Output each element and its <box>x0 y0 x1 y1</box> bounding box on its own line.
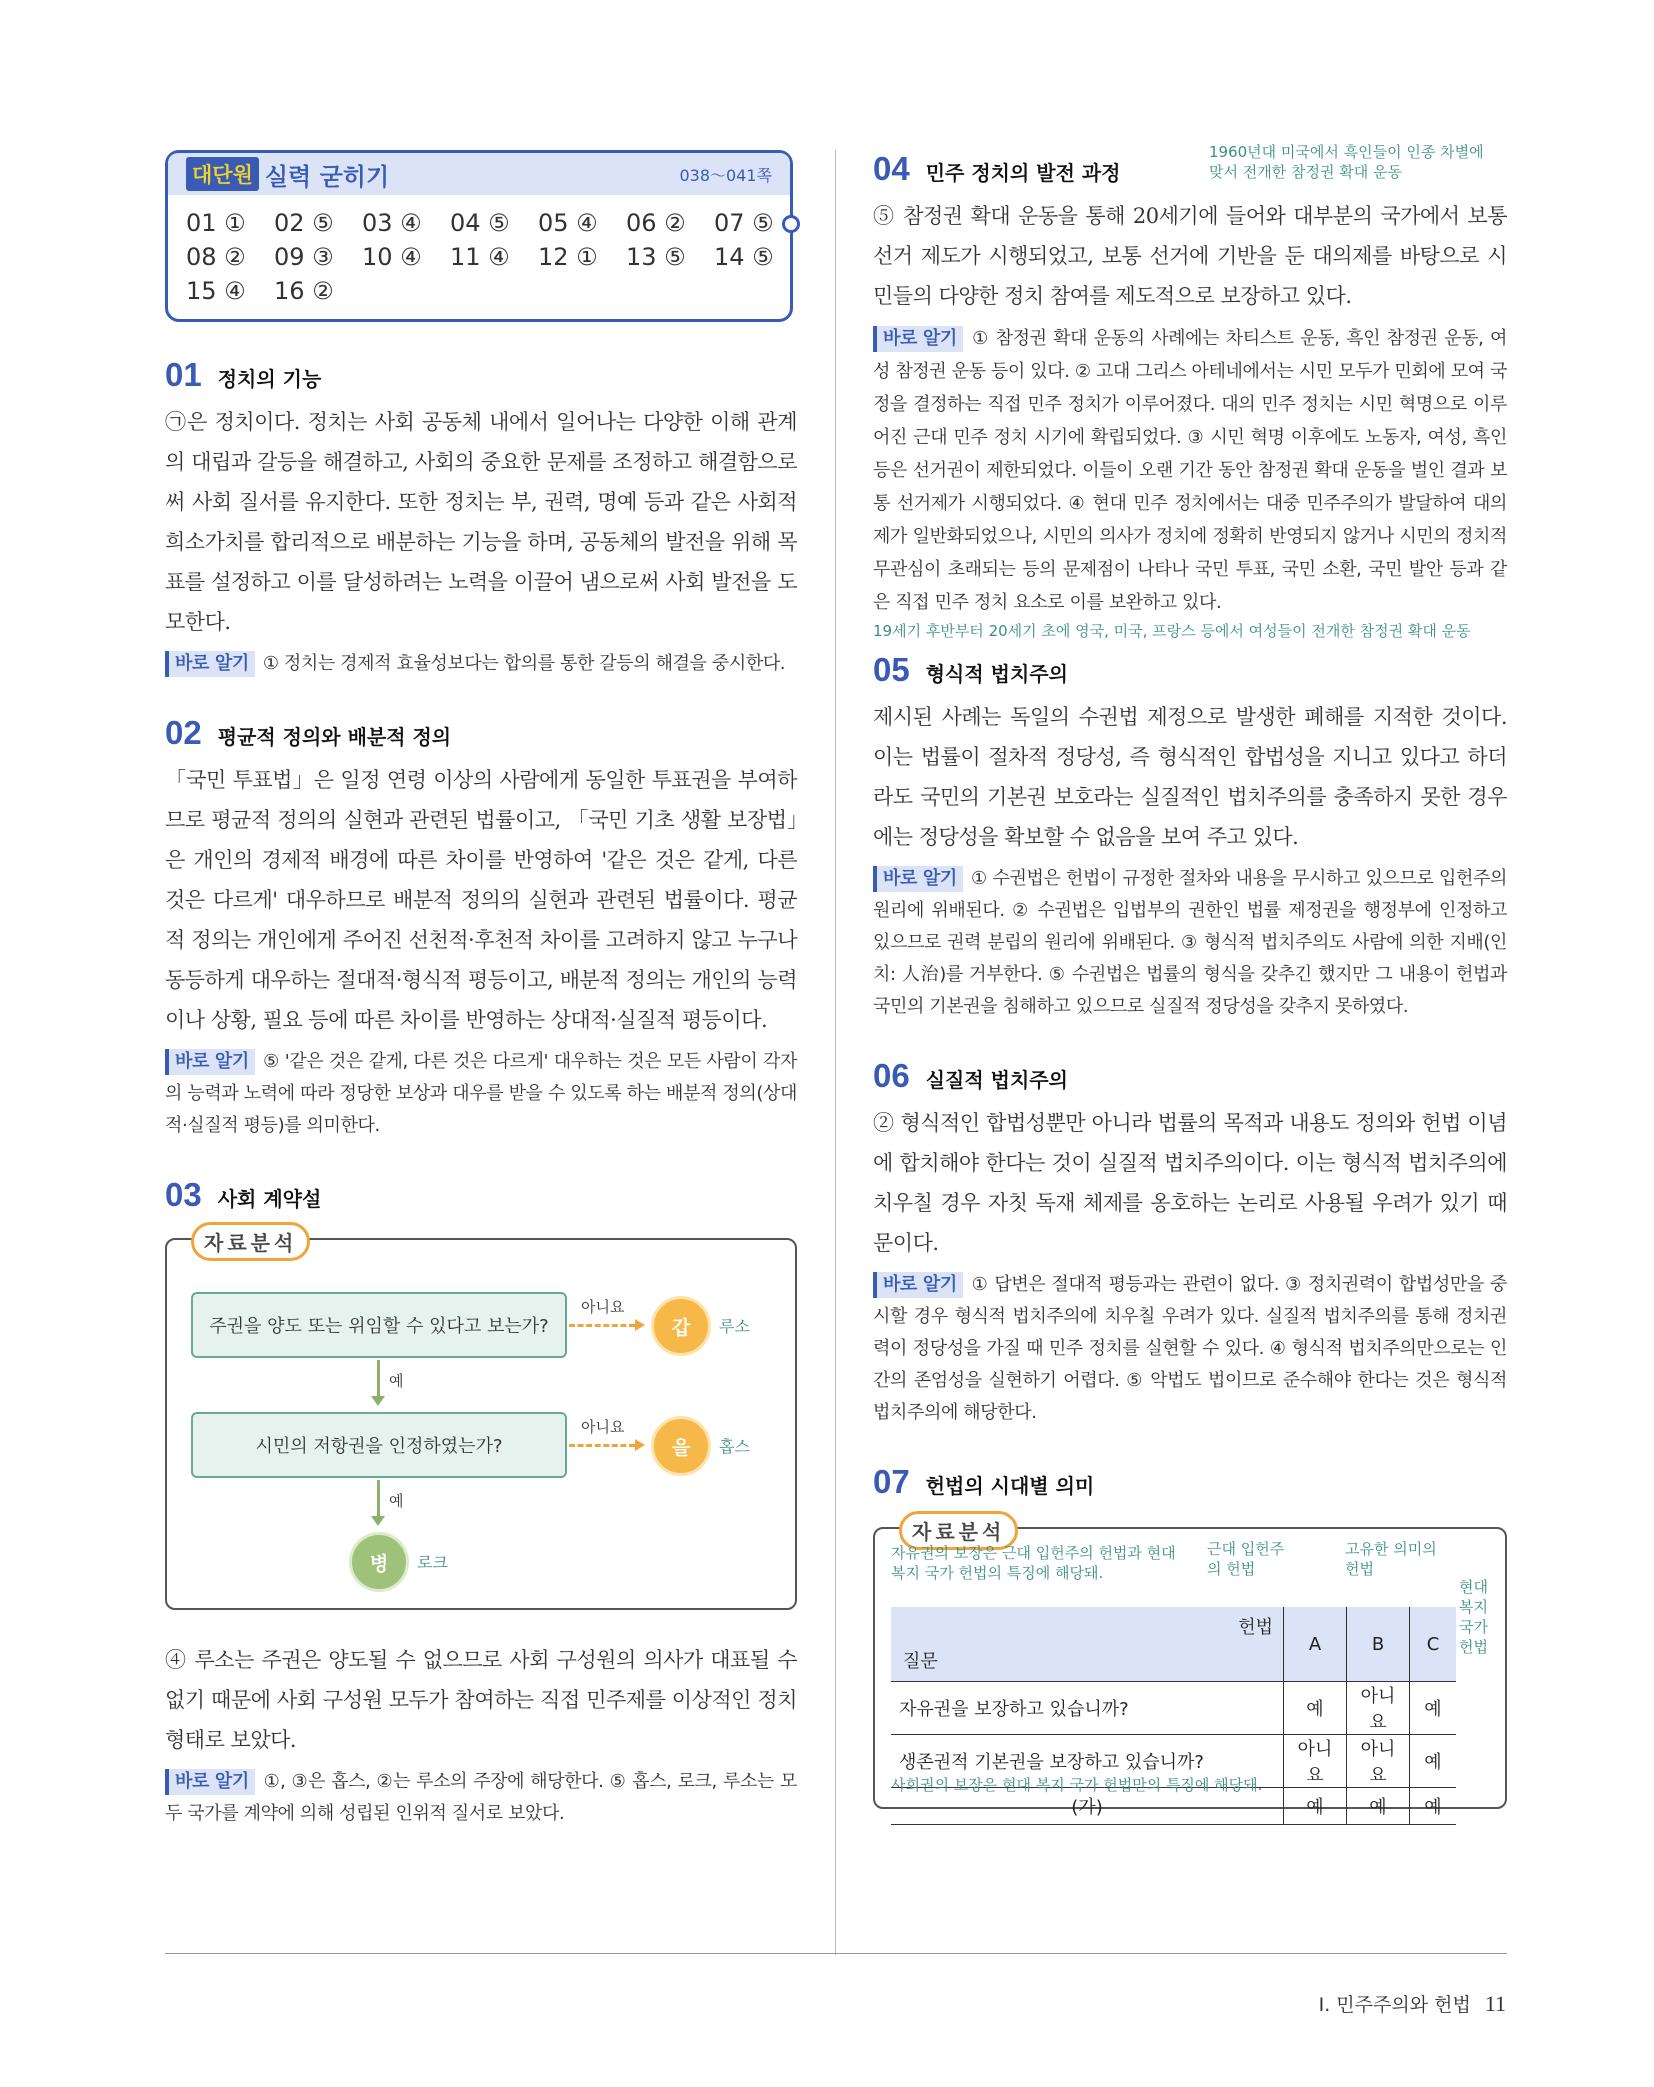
correction-text: ① 수권법은 헌법이 규정한 절차와 내용을 무시하고 있으므로 입헌주의 원리에 위배된다. ② 수권법은 입법부의 권한인 법률 제정권을 행정부에 인정하고 있으므로 권력 분립의 원리에 위배된다. ③ 형식적 법치주의도 사람에 의한 지배(인치: 人治)를 거부한다. ⑤ 수권법은 법률의 형식을 갖추긴 했지만 그 내용이 헌법과 국민의 기본권을 침해하고 있으므로 실질적 정당성을 갖추지 못하였다. <box>873 868 1507 1017</box>
annotation-col-c: 현대 복지 국가 헌법 <box>1459 1578 1488 1656</box>
table-cell: 예 <box>1284 1788 1347 1825</box>
answer-item: 03 ④ <box>362 209 422 237</box>
table-cell: 예 <box>1410 1735 1457 1788</box>
annotation-social-rights: 사회권의 보장은 현대 복지 국가 헌법만의 특징에 해당돼. <box>891 1776 1263 1794</box>
section-06 <box>873 1057 1507 1429</box>
no-label: 아니요 <box>581 1298 625 1316</box>
answer-item: 07 ⑤ <box>714 209 774 237</box>
circle-byeong: 병 <box>349 1532 409 1592</box>
table-cell-question: 자유권을 보장하고 있습니까? <box>891 1682 1284 1735</box>
answer-item: 09 ③ <box>274 243 334 271</box>
table-cell-question: 생존권적 기본권을 보장하고 있습니까? <box>891 1735 1284 1788</box>
correction-note <box>165 1046 797 1142</box>
section-title: 형식적 법치주의 <box>925 662 1068 686</box>
summary-label-unit: 대단원 <box>186 157 259 191</box>
down-arrow-icon <box>377 1480 380 1516</box>
section-number: 06 <box>873 1057 910 1094</box>
section-05 <box>873 651 1507 1023</box>
section-body: ② 형식적인 합법성뿐만 아니라 법률의 목적과 내용도 정의와 헌법 이념에 합치해야 한다는 것이 실질적 법치주의이다. 이는 형식적 법치주의에 치우칠 경우 자칫 독재 체제를 옹호하는 논리로 사용될 우려가 있기 때문이다. <box>873 1111 1507 1255</box>
page-footer <box>1319 1990 1506 2017</box>
correction-text: ① 답변은 절대적 평등과는 관련이 없다. ③ 정치권력이 합법성만을 중시할 경우 형식적 법치주의에 치우칠 우려가 있다. 실질적 법치주의를 통해 정치권력이 정당성을 가질 때 민주 정치를 실현할 수 있다. ④ 형식적 법치주의만으로는 인간의 존엄성을 실현하기 어렵다. ⑤ 악법도 법이므로 준수해야 한다는 것은 형식적 법치주의에 해당한다. <box>873 1274 1507 1423</box>
section-body: ㉠은 정치이다. 정치는 사회 공동체 내에서 일어나는 다양한 이해 관계의 대립과 갈등을 해결하고, 사회의 중요한 문제를 조정하고 해결함으로써 사회 질서를 유지한다. 또한 정치는 부, 권력, 명예 등과 같은 사회적 희소가치를 합리적으로 배분하는 기능을 하며, 공동체의 발전을 위해 목표를 설정하고 이를 달성하려는 노력을 이끌어 냄으로써 사회 발전을 도모한다. <box>165 410 797 634</box>
table-cell: 예 <box>1347 1788 1410 1825</box>
answer-item: 15 ④ <box>186 277 246 305</box>
table-cell: 아니요 <box>1284 1735 1347 1788</box>
answer-item: 01 ① <box>186 209 246 237</box>
answer-name: 로크 <box>417 1553 448 1572</box>
column-divider <box>835 150 836 1955</box>
dashed-arrow-icon <box>569 1444 635 1447</box>
answer-item: 05 ④ <box>538 209 598 237</box>
section-body: ④ 루소는 주권은 양도될 수 없으므로 사회 구성원의 의사가 대표될 수 없기 때문에 사회 구성원 모두가 참여하는 직접 민주제를 이상적인 정치 형태로 보았다. <box>165 1648 797 1752</box>
section-07 <box>873 1463 1507 1818</box>
section-03 <box>165 1176 797 1830</box>
annotation-liberty: 자유권의 보장은 근대 입헌주의 헌법과 현대 복지 국가 헌법의 특징에 해당돼. <box>891 1544 1176 1582</box>
constitution-table-box <box>873 1520 1507 1818</box>
section-title: 헌법의 시대별 의미 <box>925 1474 1095 1498</box>
correction-badge: 바로 알기 <box>165 651 255 677</box>
correction-note <box>165 648 797 680</box>
question-box-2: 시민의 저항권을 인정하였는가? <box>191 1412 567 1478</box>
table-cell: 예 <box>1410 1682 1457 1735</box>
section-title: 실질적 법치주의 <box>925 1068 1068 1092</box>
correction-badge: 바로 알기 <box>165 1769 255 1795</box>
table-row <box>891 1682 1456 1735</box>
page-number: 11 <box>1484 1991 1506 2016</box>
summary-header <box>168 153 790 195</box>
answer-item: 11 ④ <box>450 243 510 271</box>
correction-badge: 바로 알기 <box>873 866 963 892</box>
section-title: 평균적 정의와 배분적 정의 <box>217 725 452 749</box>
flow-diagram <box>165 1231 797 1610</box>
correction-text: ① 정치는 경제적 효율성보다는 합의를 통한 갈등의 해결을 중시한다. <box>262 653 786 674</box>
dashed-arrow-icon <box>569 1324 635 1327</box>
section-02 <box>165 714 797 1142</box>
correction-text: ① 참정권 확대 운동의 사례에는 차티스트 운동, 흑인 참정권 운동, 여성 참정권 운동 등이 있다. ② 고대 그리스 아테네에서는 시민 모두가 민회에 모여 국정을 결정하는 직접 민주 정치가 이루어졌다. 대의 민주 정치는 시민 혁명으로 이루어진 근대 민주 정치 시기에 확립되었다. ③ 시민 혁명 이후에도 노동자, 여성, 흑인 등은 선거권이 제한되었다. 이들이 오랜 기간 동안 참정권 확대 운동을 벌인 결과 보통 선거제가 시행되었다. ④ 현대 민주 정치에서는 대중 민주주의가 발달하여 대의제가 일반화되었으나, 시민의 의사가 정치에 정확히 반영되지 않거나 시민의 정치적 무관심이 초래되는 등의 문제점이 나타나 국민 투표, 국민 소환, 국민 발안 등과 같은 직접 민주 정치 요소로 이를 보완하고 있다. <box>873 328 1507 613</box>
section-number: 07 <box>873 1463 910 1500</box>
analysis-tag: 자료분석 <box>899 1511 1018 1550</box>
section-number: 03 <box>165 1176 202 1213</box>
corner-label-top: 헌법 <box>1238 1617 1273 1638</box>
section-title: 사회 계약설 <box>217 1187 322 1211</box>
correction-note <box>873 322 1507 619</box>
answer-item: 02 ⑤ <box>274 209 334 237</box>
annotation-top: 1960년대 미국에서 흑인들이 인종 차별에 맞서 전개한 참정권 확대 운동 <box>1209 143 1484 181</box>
correction-badge: 바로 알기 <box>873 1272 963 1298</box>
section-04 <box>873 143 1507 641</box>
table-header-cell: C <box>1410 1607 1457 1682</box>
section-number: 04 <box>873 150 910 187</box>
section-body: 「국민 투표법」은 일정 연령 이상의 사람에게 동일한 투표권을 부여하므로 평균적 정의의 실현과 관련된 법률이고, 「국민 기초 생활 보장법」은 개인의 경제적 배경에 따른 차이를 반영하여 '같은 것은 같게, 다른 것은 다르게' 대우하므로 배분적 정의의 실현과 관련된 법률이다. 평균적 정의는 개인에게 주어진 선천적·후천적 차이를 고려하지 않고 누구나 동등하게 대우하는 절대적·형식적 평등이고, 배분적 정의는 개인의 능력이나 상황, 필요 등에 따른 차이를 반영하는 상대적·실질적 평등이다. <box>165 768 797 1032</box>
correction-note <box>165 1766 797 1830</box>
correction-text: ①, ③은 홉스, ②는 루소의 주장에 해당한다. ⑤ 홉스, 로크, 루소는 모두 국가를 계약에 의해 성립된 인위적 질서로 보았다. <box>165 1771 797 1824</box>
section-title: 정치의 기능 <box>217 367 322 391</box>
table-header-row <box>891 1607 1456 1682</box>
down-arrow-icon <box>377 1360 380 1396</box>
table-header-cell: B <box>1347 1607 1410 1682</box>
correction-badge: 바로 알기 <box>165 1049 255 1075</box>
answer-item: 10 ④ <box>362 243 422 271</box>
section-title: 민주 정치의 발전 과정 <box>925 161 1121 185</box>
analysis-tag: 자료분석 <box>191 1222 310 1261</box>
left-column <box>165 150 797 1864</box>
answer-item: 06 ② <box>626 209 686 237</box>
answer-item: 13 ⑤ <box>626 243 686 271</box>
table-header-cell: A <box>1284 1607 1347 1682</box>
right-column <box>873 143 1507 1843</box>
annotation-col-a: 근대 입헌주의 헌법 <box>1207 1540 1285 1578</box>
answer-item: 04 ⑤ <box>450 209 510 237</box>
corner-label-bottom: 질문 <box>903 1651 938 1672</box>
table-cell: 예 <box>1410 1788 1457 1825</box>
annotation-bottom: 19세기 후반부터 20세기 초에 영국, 미국, 프랑스 등에서 여성들이 전개한 참정권 확대 운동 <box>873 622 1471 640</box>
correction-text: ⑤ '같은 것은 같게, 다른 것은 다르게' 대우하는 것은 모든 사람이 각자의 능력과 노력에 따라 정당한 보상과 대우를 받을 수 있도록 하는 배분적 정의(상대적·실질적 평등)를 의미한다. <box>165 1051 797 1136</box>
answer-name: 홉스 <box>719 1437 750 1456</box>
table-cell: 아니요 <box>1347 1735 1410 1788</box>
table-cell: 예 <box>1284 1682 1347 1735</box>
yes-label: 예 <box>389 1492 404 1510</box>
table-corner-cell <box>891 1607 1284 1682</box>
section-body: 제시된 사례는 독일의 수권법 제정으로 발생한 폐해를 지적한 것이다. 이는 법률이 절차적 정당성, 즉 형식적인 합법성을 지니고 있다고 하더라도 국민의 기본권 보호라는 실질적인 법치주의를 충족하지 못한 경우에는 정당성을 확보할 수 없음을 보여 주고 있다. <box>873 705 1507 849</box>
answer-summary-box <box>165 150 793 322</box>
summary-label-title: 실력 굳히기 <box>264 162 390 191</box>
summary-pages: 038～041쪽 <box>679 165 772 185</box>
section-number: 01 <box>165 356 202 393</box>
chapter-label: Ⅰ. 민주주의와 헌법 <box>1318 1994 1471 2016</box>
no-label: 아니요 <box>581 1418 625 1436</box>
answer-grid <box>168 195 790 309</box>
table-cell: 아니요 <box>1347 1682 1410 1735</box>
answer-item: 08 ② <box>186 243 246 271</box>
section-number: 05 <box>873 651 910 688</box>
annotation-col-b: 고유한 의미의 헌법 <box>1345 1540 1437 1578</box>
circle-eul: 을 <box>651 1416 711 1476</box>
correction-note <box>873 863 1507 1023</box>
answer-item: 16 ② <box>274 277 334 305</box>
yes-label: 예 <box>389 1372 404 1390</box>
ring-dot-icon <box>782 215 800 233</box>
answer-item: 12 ① <box>538 243 598 271</box>
answer-name: 루소 <box>719 1317 750 1336</box>
circle-gap: 갑 <box>651 1296 711 1356</box>
answer-item: 14 ⑤ <box>714 243 774 271</box>
table-cell-question: (가) <box>891 1788 1284 1825</box>
correction-note <box>873 1269 1507 1429</box>
section-body: ⑤ 참정권 확대 운동을 통해 20세기에 들어와 대부분의 국가에서 보통 선거 제도가 시행되었고, 보통 선거에 기반을 둔 대의제를 바탕으로 시민들의 다양한 정치 참여를 제도적으로 보장하고 있다. <box>873 204 1507 308</box>
section-01 <box>165 356 797 680</box>
correction-badge: 바로 알기 <box>873 326 963 352</box>
section-number: 02 <box>165 714 202 751</box>
question-box-1: 주권을 양도 또는 위임할 수 있다고 보는가? <box>191 1292 567 1358</box>
footer-rule <box>165 1953 1507 1954</box>
